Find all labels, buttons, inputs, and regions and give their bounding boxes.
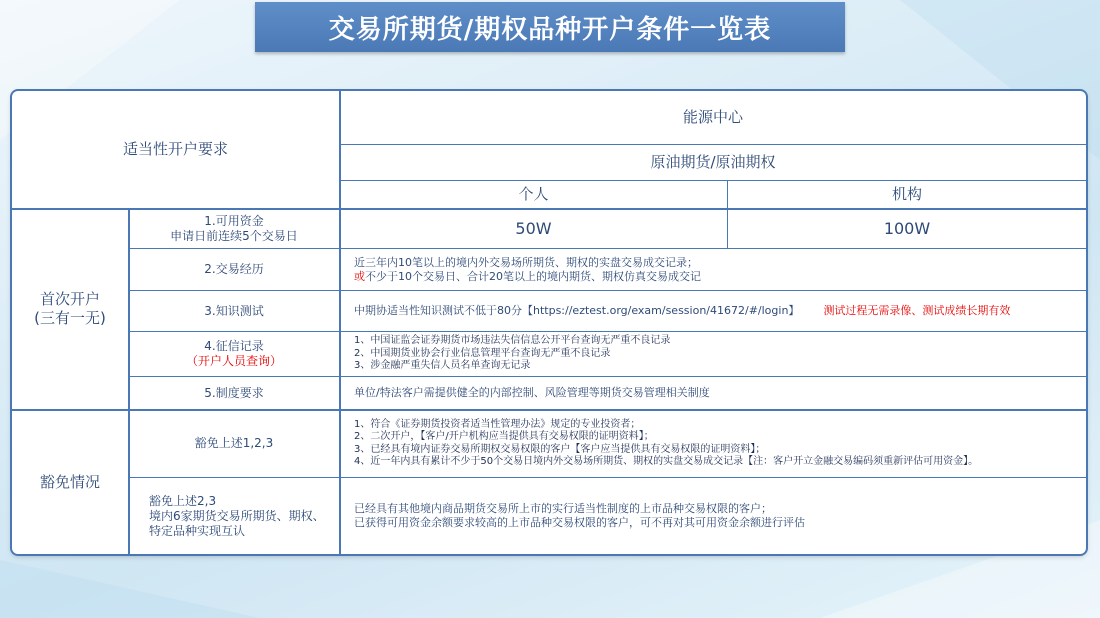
divider	[129, 331, 1086, 332]
divider	[129, 290, 1086, 291]
individual-header: 个人	[518, 185, 549, 204]
credit-record-note: （开户人员查询）	[185, 354, 282, 368]
list-item: 4、近一年内具有累计不少于50个交易日境内外交易场所期货、期权的实盘交易成交记录【注：客户开立金融交易编码须重新评估可用资金】。	[354, 456, 979, 467]
exemption-23-items	[340, 478, 1086, 554]
individual-funds-value: 50W	[515, 218, 552, 238]
divider	[727, 180, 728, 249]
knowledge-test-link[interactable]: 中期协适当性知识测试不低于80分【https://eztest.org/exam/session/41672/#/login】	[354, 304, 800, 318]
knowledge-test-note: 测试过程无需录像、测试成绩长期有效	[823, 304, 1011, 318]
list-item: 已经具有其他境内商品期货交易所上市的实行适当性制度的上市品种交易权限的客户；	[354, 502, 772, 516]
list-item: 已获得可用资金余额要求较高的上市品种交易权限的客户，可不再对其可用资金余额进行评估	[354, 516, 805, 529]
divider	[129, 376, 1086, 377]
page-title-banner	[255, 2, 845, 52]
exemption-group-label: 豁免情况	[39, 472, 100, 491]
list-item: 3、涉金融严重失信人员名单查询无记录	[354, 360, 531, 372]
list-item: 1、中国证监会证券期货市场违法失信信息公开平台查询无严重不良记录	[354, 335, 671, 347]
list-item: 2、中国期货业协会行业信息管理平台查询无严重不良记录	[354, 347, 611, 359]
divider	[339, 91, 341, 554]
row-trading-experience-label: 2.交易经历	[204, 262, 264, 276]
divider	[12, 208, 1086, 210]
list-item: 2、二次开户，【客户/开户机构应当提供具有交易权限的证明资料】；	[354, 431, 654, 442]
divider	[12, 409, 1086, 411]
list-item: 1、符合《证券期货投资者适当性管理办法》规定的专业投资者；	[354, 418, 641, 430]
row-exemption-123-label: 豁免上述1,2,3	[194, 436, 274, 450]
row-knowledge-test-label: 3.知识测试	[204, 303, 264, 318]
institution-funds-value: 100W	[883, 218, 931, 238]
conditions-table	[12, 91, 1086, 554]
or-marker: 或	[354, 269, 365, 283]
divider	[129, 248, 1086, 249]
product-header: 原油期货/原油期权	[650, 153, 776, 172]
row-available-funds-label: 1.可用资金 申请日前连续5个交易日	[170, 213, 298, 243]
exchange-header: 能源中心	[682, 108, 743, 127]
row-credit-record-label: 4.征信记录 （开户人员查询）	[185, 339, 282, 368]
page-title: 交易所期货/期权品种开户条件一览表	[328, 14, 772, 45]
trading-experience-text: 近三年内10笔以上的境内外交易场所期货、期权的实盘交易成交记录； 或不少于10个交易日、合计20笔以上的境内期货、期权仿真交易成交记	[354, 255, 701, 283]
list-item: 3、已经具有境内证券交易所期权交易权限的客户【客户应当提供具有交易权限的证明资料】；	[354, 443, 766, 455]
system-requirement-text: 单位/特法客户需提供健全的内部控制、风险管理等期货交易管理相关制度	[354, 386, 710, 400]
institution-header: 机构	[891, 185, 922, 204]
credit-record-items	[340, 332, 1086, 376]
first-open-group-label: 首次开户 (三有一无)	[34, 290, 106, 327]
divider	[340, 180, 1086, 181]
knowledge-test-text	[340, 291, 1086, 331]
requirement-header: 适当性开户要求	[122, 140, 228, 159]
divider	[340, 144, 1086, 145]
divider	[128, 208, 130, 554]
exemption-123-items	[340, 410, 1086, 477]
row-system-requirement-label: 5.制度要求	[204, 385, 264, 400]
divider	[129, 477, 1086, 478]
row-exemption-23-label: 豁免上述2,3 境内6家期货交易所期货、期权、 特定品种实现互认	[149, 493, 325, 538]
